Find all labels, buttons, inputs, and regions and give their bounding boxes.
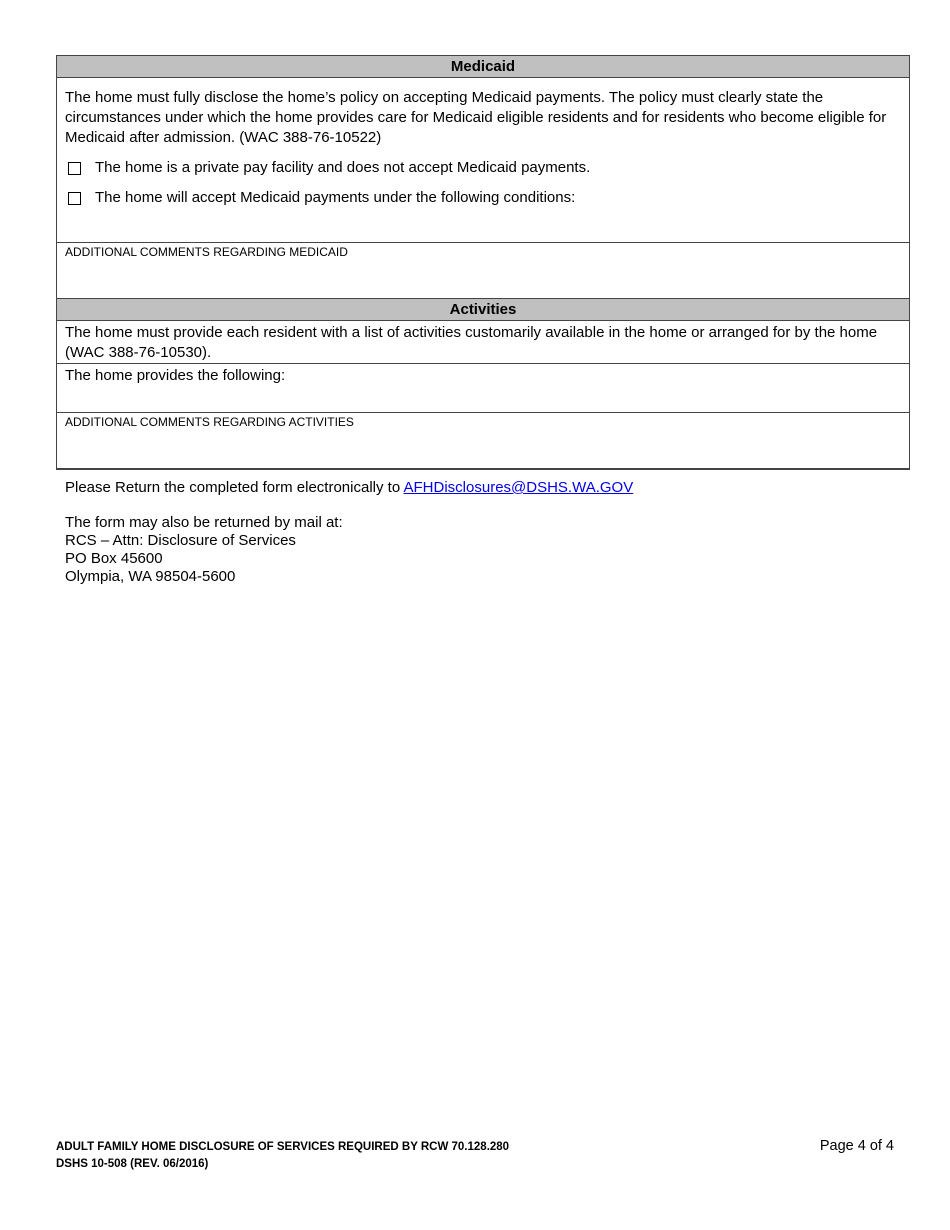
page-number: Page 4 of 4 [819,1138,894,1154]
activities-provided-field[interactable] [57,364,909,413]
address-line-1: RCS – Attn: Disclosure of Services [65,532,296,549]
accept-medicaid-label: The home will accept Medicaid payments under the following conditions: [95,189,576,206]
address-line-3: Olympia, WA 98504-5600 [65,568,236,585]
activities-section-header: Activities [57,299,909,321]
mail-intro: The form may also be returned by mail at: [65,514,343,531]
activities-description: The home must provide each resident with a list of activities customarily available in the home or arranged for by the home (WAC 388-76-10530). [65,324,878,361]
return-instructions [65,478,633,497]
medicaid-comments-field[interactable] [57,243,909,299]
medicaid-policy-text: The home must fully disclose the home’s policy on accepting Medicaid payments. The policy must clearly state the circumstances under which the home provides care for Medicaid eligible residents and for residents who become eligible for Medicaid after admission. (WAC 388-76-10522) [65,89,887,146]
private-pay-option[interactable] [65,158,901,178]
private-pay-checkbox[interactable] [68,162,81,175]
private-pay-label: The home is a private pay facility and does not accept Medicaid payments. [95,159,591,176]
accept-medicaid-checkbox[interactable] [68,192,81,205]
footer-form-info [56,1139,509,1173]
footer-form-title: ADULT FAMILY HOME DISCLOSURE OF SERVICES REQUIRED BY RCW 70.128.280 [56,1141,510,1153]
medicaid-section-header: Medicaid [57,56,909,78]
mail-address-block [65,514,343,586]
address-line-2: PO Box 45600 [65,550,163,567]
email-link[interactable]: AFHDisclosures@DSHS.WA.GOV [403,479,634,496]
return-text: Please Return the completed form electronically to [65,479,404,496]
disclosure-form-table [56,55,910,470]
footer-form-number: DSHS 10-508 (REV. 06/2016) [56,1158,209,1170]
activities-provided-label: The home provides the following: [65,367,286,384]
activities-description-cell [57,321,909,364]
medicaid-comments-label: ADDITIONAL COMMENTS REGARDING MEDICAID [65,245,348,259]
activities-comments-label: ADDITIONAL COMMENTS REGARDING ACTIVITIES [65,415,354,429]
medicaid-policy-cell [57,78,909,243]
accept-medicaid-option[interactable] [65,188,901,208]
activities-comments-field[interactable] [57,413,909,469]
